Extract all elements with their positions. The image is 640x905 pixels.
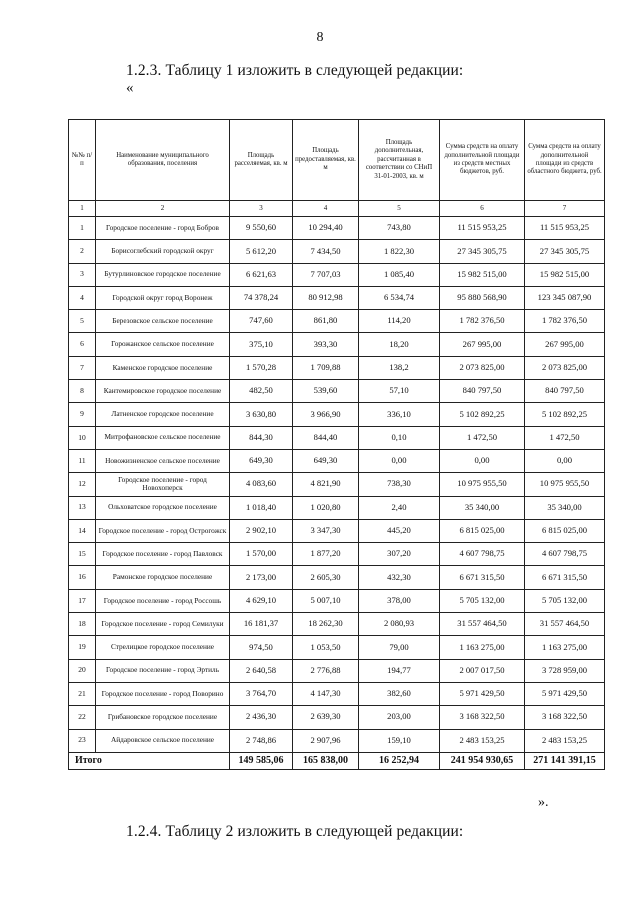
value-cell: 649,30: [293, 449, 359, 472]
header-cell: Площадь предоставляемая, кв. м: [293, 120, 359, 201]
value-cell: 6 621,63: [230, 263, 293, 286]
municipality-name-cell: Рамонское городское поселение: [96, 566, 230, 589]
value-cell: 445,20: [359, 519, 440, 542]
table-row: [69, 240, 605, 263]
column-number-row: [69, 201, 605, 217]
table-row: [69, 356, 605, 379]
table-row: [69, 380, 605, 403]
value-cell: 27 345 305,75: [440, 240, 525, 263]
table-header-row: [69, 120, 605, 201]
value-cell: 743,80: [359, 217, 440, 240]
value-cell: 79,00: [359, 636, 440, 659]
row-index-cell: 17: [69, 589, 96, 612]
table-row: [69, 613, 605, 636]
column-number: 2: [96, 201, 230, 217]
municipality-name-cell: Городское поселение - город Эртиль: [96, 659, 230, 682]
value-cell: 1 472,50: [525, 426, 605, 449]
value-cell: 5 971 429,50: [525, 682, 605, 705]
row-index-cell: 7: [69, 356, 96, 379]
value-cell: 6 534,74: [359, 286, 440, 309]
value-cell: 123 345 087,90: [525, 286, 605, 309]
header-cell: №№ п/п: [69, 120, 96, 201]
header-cell: Площадь расселяемая, кв. м: [230, 120, 293, 201]
value-cell: 0,00: [359, 449, 440, 472]
value-cell: 194,77: [359, 659, 440, 682]
value-cell: 114,20: [359, 310, 440, 333]
row-index-cell: 18: [69, 613, 96, 636]
value-cell: 2 748,86: [230, 729, 293, 752]
value-cell: 5 102 892,25: [440, 403, 525, 426]
value-cell: 9 550,60: [230, 217, 293, 240]
value-cell: 203,00: [359, 706, 440, 729]
value-cell: 11 515 953,25: [525, 217, 605, 240]
table-row: [69, 496, 605, 519]
value-cell: 18 262,30: [293, 613, 359, 636]
value-cell: 4 083,60: [230, 473, 293, 496]
value-cell: 1 570,28: [230, 356, 293, 379]
value-cell: 3 966,90: [293, 403, 359, 426]
value-cell: 307,20: [359, 543, 440, 566]
column-number: 5: [359, 201, 440, 217]
municipality-name-cell: Городское поселение - город Поворино: [96, 682, 230, 705]
value-cell: 1 822,30: [359, 240, 440, 263]
value-cell: 2 173,00: [230, 566, 293, 589]
municipality-name-cell: Городское поселение - город Новохоперск: [96, 473, 230, 496]
value-cell: 2 902,10: [230, 519, 293, 542]
value-cell: 57,10: [359, 380, 440, 403]
value-cell: 844,40: [293, 426, 359, 449]
municipality-name-cell: Стрелицкое городское поселение: [96, 636, 230, 659]
total-cell: 241 954 930,65: [440, 752, 525, 769]
value-cell: 1 163 275,00: [440, 636, 525, 659]
value-cell: 10 975 955,50: [440, 473, 525, 496]
municipality-name-cell: Айдаровское сельское поселение: [96, 729, 230, 752]
total-cell: 149 585,06: [230, 752, 293, 769]
table-row: [69, 286, 605, 309]
row-index-cell: 15: [69, 543, 96, 566]
value-cell: 2 640,58: [230, 659, 293, 682]
table-row: [69, 682, 605, 705]
value-cell: 840 797,50: [440, 380, 525, 403]
value-cell: 5 705 132,00: [525, 589, 605, 612]
value-cell: 861,80: [293, 310, 359, 333]
value-cell: 5 102 892,25: [525, 403, 605, 426]
municipality-name-cell: Городское поселение - город Россошь: [96, 589, 230, 612]
value-cell: 649,30: [230, 449, 293, 472]
value-cell: 4 821,90: [293, 473, 359, 496]
section-heading-1-2-3: 1.2.3. Таблицу 1 изложить в следующей редакции:: [126, 62, 464, 79]
table-row: [69, 636, 605, 659]
value-cell: 80 912,98: [293, 286, 359, 309]
header-cell: Сумма средств на оплату дополнительной площади из средств местных бюджетов, руб.: [440, 120, 525, 201]
value-cell: 5 705 132,00: [440, 589, 525, 612]
value-cell: 31 557 464,50: [440, 613, 525, 636]
column-number: 7: [525, 201, 605, 217]
value-cell: 2,40: [359, 496, 440, 519]
municipality-name-cell: Городское поселение - город Острогожск: [96, 519, 230, 542]
value-cell: 4 607 798,75: [440, 543, 525, 566]
value-cell: 31 557 464,50: [525, 613, 605, 636]
value-cell: 539,60: [293, 380, 359, 403]
row-index-cell: 14: [69, 519, 96, 542]
municipality-name-cell: Горожанское сельское поселение: [96, 333, 230, 356]
table-row: [69, 310, 605, 333]
value-cell: 378,00: [359, 589, 440, 612]
header-cell: Наименование муниципального образования, поселения: [96, 120, 230, 201]
value-cell: 18,20: [359, 333, 440, 356]
municipality-name-cell: Митрофановское сельское поселение: [96, 426, 230, 449]
municipality-name-cell: Кантемировское городское поселение: [96, 380, 230, 403]
value-cell: 738,30: [359, 473, 440, 496]
table-row: [69, 449, 605, 472]
value-cell: 2 483 153,25: [525, 729, 605, 752]
value-cell: 2 080,93: [359, 613, 440, 636]
value-cell: 11 515 953,25: [440, 217, 525, 240]
header-cell: Сумма средств на оплату дополнительной площади из средств областного бюджета, руб.: [525, 120, 605, 201]
table-row: [69, 589, 605, 612]
value-cell: 6 671 315,50: [525, 566, 605, 589]
table-row: [69, 403, 605, 426]
municipality-name-cell: Городское поселение - город Бобров: [96, 217, 230, 240]
value-cell: 4 147,30: [293, 682, 359, 705]
municipality-name-cell: Бутурлиновское городское поселение: [96, 263, 230, 286]
row-index-cell: 16: [69, 566, 96, 589]
row-index-cell: 21: [69, 682, 96, 705]
value-cell: 10 294,40: [293, 217, 359, 240]
table-row: [69, 217, 605, 240]
value-cell: 1 877,20: [293, 543, 359, 566]
row-index-cell: 20: [69, 659, 96, 682]
value-cell: 95 880 568,90: [440, 286, 525, 309]
total-label-cell: Итого: [69, 752, 230, 769]
column-number: 3: [230, 201, 293, 217]
value-cell: 27 345 305,75: [525, 240, 605, 263]
value-cell: 2 007 017,50: [440, 659, 525, 682]
row-index-cell: 19: [69, 636, 96, 659]
municipality-name-cell: Борисоглебский городской округ: [96, 240, 230, 263]
value-cell: 15 982 515,00: [525, 263, 605, 286]
value-cell: 432,30: [359, 566, 440, 589]
municipality-name-cell: Каменское городское поселение: [96, 356, 230, 379]
row-index-cell: 1: [69, 217, 96, 240]
page-number: 8: [316, 30, 324, 45]
value-cell: 3 168 322,50: [440, 706, 525, 729]
opening-quote: «: [126, 80, 134, 96]
table-row: [69, 566, 605, 589]
row-index-cell: 5: [69, 310, 96, 333]
value-cell: 3 347,30: [293, 519, 359, 542]
value-cell: 844,30: [230, 426, 293, 449]
value-cell: 1 709,88: [293, 356, 359, 379]
value-cell: 336,10: [359, 403, 440, 426]
value-cell: 35 340,00: [440, 496, 525, 519]
value-cell: 840 797,50: [525, 380, 605, 403]
value-cell: 2 605,30: [293, 566, 359, 589]
municipality-name-cell: Новожизненское сельское поселение: [96, 449, 230, 472]
table-row: [69, 659, 605, 682]
value-cell: 6 815 025,00: [440, 519, 525, 542]
value-cell: 974,50: [230, 636, 293, 659]
value-cell: 3 168 322,50: [525, 706, 605, 729]
value-cell: 5 007,10: [293, 589, 359, 612]
row-index-cell: 2: [69, 240, 96, 263]
table-row: [69, 519, 605, 542]
value-cell: 375,10: [230, 333, 293, 356]
value-cell: 2 776,88: [293, 659, 359, 682]
value-cell: 1 782 376,50: [525, 310, 605, 333]
row-index-cell: 22: [69, 706, 96, 729]
table-1: [68, 119, 605, 770]
value-cell: 159,10: [359, 729, 440, 752]
value-cell: 0,00: [440, 449, 525, 472]
total-row: [69, 752, 605, 769]
column-number: 6: [440, 201, 525, 217]
value-cell: 3 728 959,00: [525, 659, 605, 682]
value-cell: 747,60: [230, 310, 293, 333]
row-index-cell: 8: [69, 380, 96, 403]
row-index-cell: 3: [69, 263, 96, 286]
value-cell: 15 982 515,00: [440, 263, 525, 286]
municipality-name-cell: Городской округ город Воронеж: [96, 286, 230, 309]
row-index-cell: 10: [69, 426, 96, 449]
value-cell: 1 020,80: [293, 496, 359, 519]
table-row: [69, 426, 605, 449]
total-cell: 271 141 391,15: [525, 752, 605, 769]
value-cell: 4 629,10: [230, 589, 293, 612]
value-cell: 35 340,00: [525, 496, 605, 519]
value-cell: 1 782 376,50: [440, 310, 525, 333]
value-cell: 138,2: [359, 356, 440, 379]
value-cell: 1 163 275,00: [525, 636, 605, 659]
row-index-cell: 11: [69, 449, 96, 472]
municipality-name-cell: Городское поселение - город Семилуки: [96, 613, 230, 636]
value-cell: 2 483 153,25: [440, 729, 525, 752]
table-row: [69, 543, 605, 566]
value-cell: 267 995,00: [440, 333, 525, 356]
value-cell: 6 815 025,00: [525, 519, 605, 542]
value-cell: 1 085,40: [359, 263, 440, 286]
value-cell: 2 639,30: [293, 706, 359, 729]
municipality-name-cell: Ольховатское городское поселение: [96, 496, 230, 519]
value-cell: 16 181,37: [230, 613, 293, 636]
header-cell: Площадь дополнительная, рассчитанная в соответствии со СНиП 31-01-2003, кв. м: [359, 120, 440, 201]
municipality-name-cell: Березовское сельское поселение: [96, 310, 230, 333]
value-cell: 0,10: [359, 426, 440, 449]
value-cell: 382,60: [359, 682, 440, 705]
value-cell: 393,30: [293, 333, 359, 356]
row-index-cell: 4: [69, 286, 96, 309]
value-cell: 0,00: [525, 449, 605, 472]
section-heading-1-2-4: 1.2.4. Таблицу 2 изложить в следующей редакции:: [126, 823, 464, 840]
closing-quote: ».: [538, 795, 549, 810]
column-number: 1: [69, 201, 96, 217]
total-cell: 16 252,94: [359, 752, 440, 769]
value-cell: 1 018,40: [230, 496, 293, 519]
value-cell: 1 472,50: [440, 426, 525, 449]
value-cell: 5 612,20: [230, 240, 293, 263]
value-cell: 2 436,30: [230, 706, 293, 729]
value-cell: 5 971 429,50: [440, 682, 525, 705]
total-cell: 165 838,00: [293, 752, 359, 769]
value-cell: 6 671 315,50: [440, 566, 525, 589]
column-number: 4: [293, 201, 359, 217]
row-index-cell: 12: [69, 473, 96, 496]
table-row: [69, 333, 605, 356]
value-cell: 267 995,00: [525, 333, 605, 356]
value-cell: 1 570,00: [230, 543, 293, 566]
value-cell: 10 975 955,50: [525, 473, 605, 496]
row-index-cell: 9: [69, 403, 96, 426]
value-cell: 3 764,70: [230, 682, 293, 705]
municipality-name-cell: Грибановское городское поселение: [96, 706, 230, 729]
value-cell: 1 053,50: [293, 636, 359, 659]
row-index-cell: 13: [69, 496, 96, 519]
table-row: [69, 706, 605, 729]
municipality-name-cell: Городское поселение - город Павловск: [96, 543, 230, 566]
value-cell: 2 907,96: [293, 729, 359, 752]
value-cell: 2 073 825,00: [525, 356, 605, 379]
value-cell: 7 707,03: [293, 263, 359, 286]
value-cell: 74 378,24: [230, 286, 293, 309]
row-index-cell: 23: [69, 729, 96, 752]
value-cell: 7 434,50: [293, 240, 359, 263]
value-cell: 2 073 825,00: [440, 356, 525, 379]
table-row: [69, 729, 605, 752]
row-index-cell: 6: [69, 333, 96, 356]
value-cell: 4 607 798,75: [525, 543, 605, 566]
table-row: [69, 473, 605, 496]
municipality-name-cell: Латненское городское поселение: [96, 403, 230, 426]
table-row: [69, 263, 605, 286]
value-cell: 482,50: [230, 380, 293, 403]
value-cell: 3 630,80: [230, 403, 293, 426]
